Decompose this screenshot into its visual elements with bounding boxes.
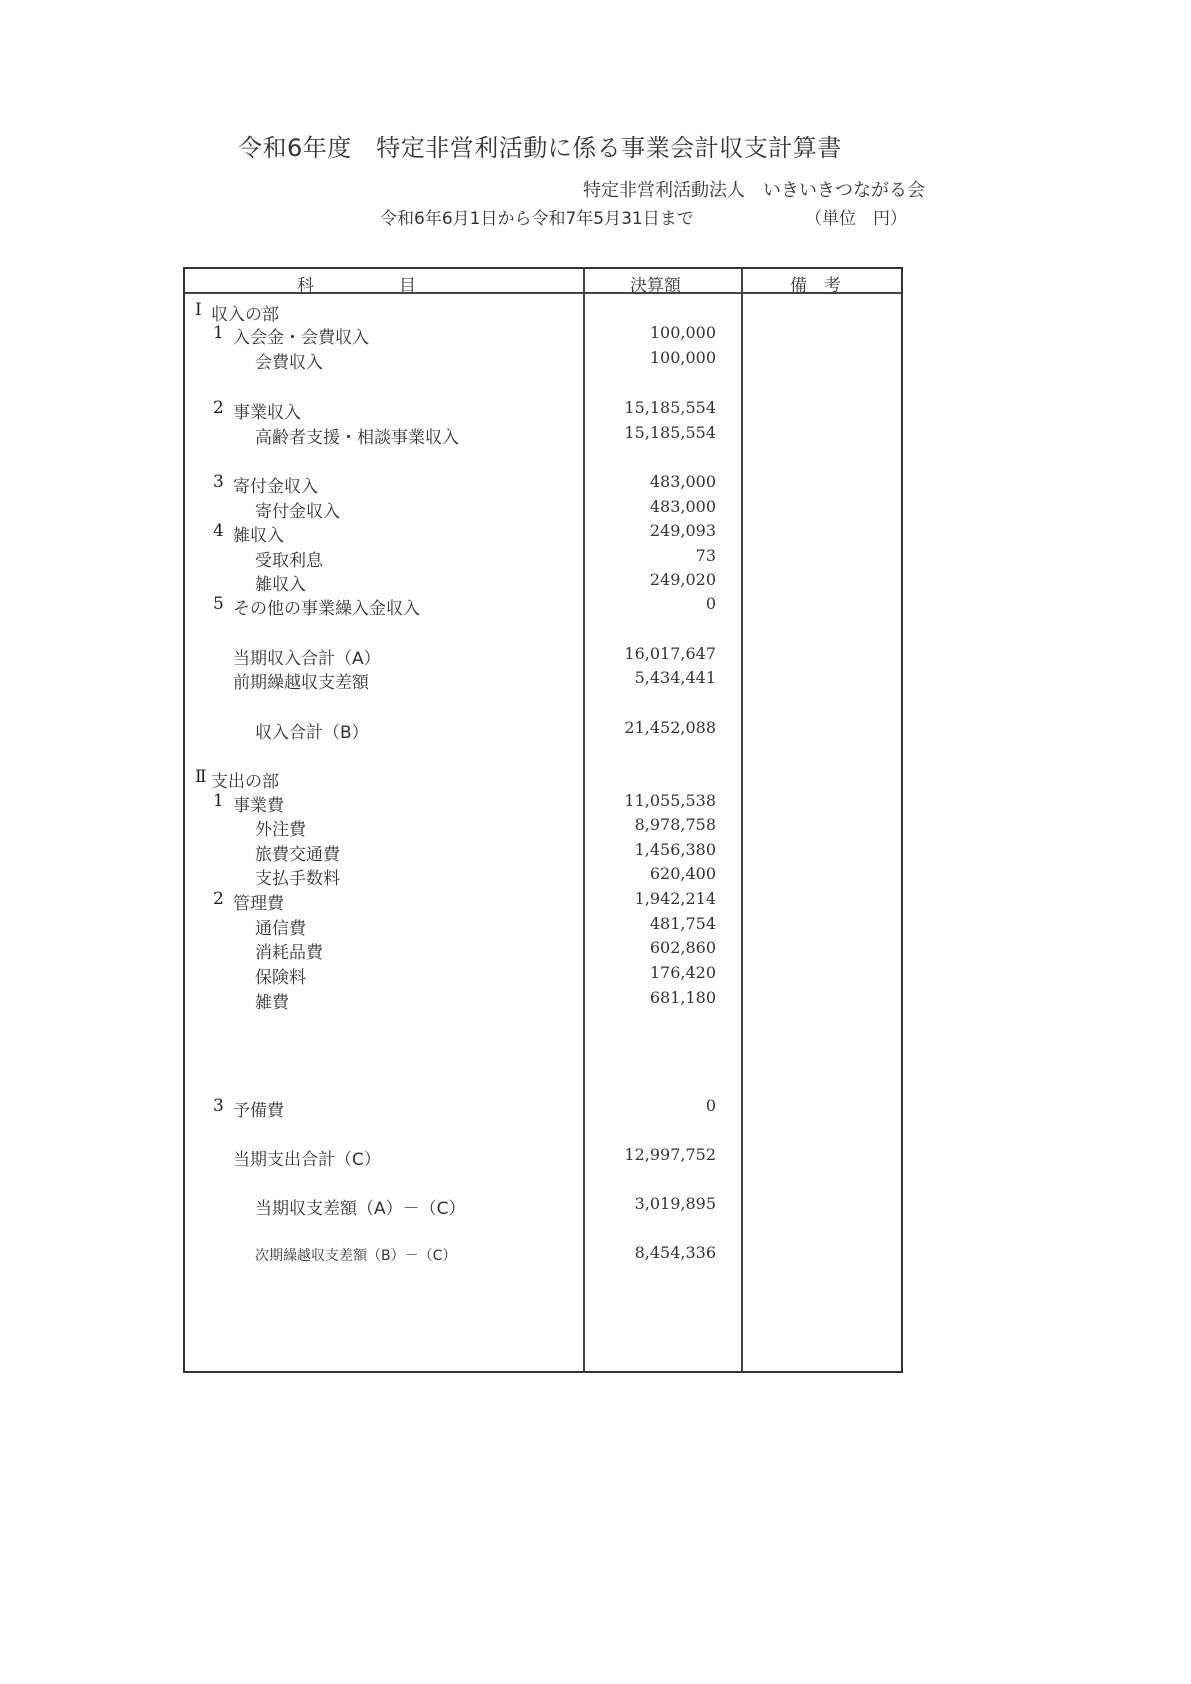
table-row: [185, 665, 741, 693]
row-label: 前期繰越収支差額: [233, 673, 369, 693]
row-number: 2: [213, 398, 224, 418]
row-label: 当期収支差額（A）－（C）: [255, 1199, 466, 1219]
fiscal-period: 令和6年6月1日から令和7年5月31日まで: [380, 209, 694, 229]
row-amount: 249,093: [649, 521, 716, 540]
table-row: [185, 788, 741, 816]
row-amount: 15,185,554: [624, 398, 716, 417]
row-label: 管理費: [233, 894, 284, 914]
row-number: 3: [213, 472, 224, 492]
table-row: [185, 935, 741, 963]
row-amount: 11,055,538: [624, 791, 716, 810]
row-label: 支出の部: [211, 772, 279, 792]
row-amount: 176,420: [649, 963, 716, 982]
row-label: 通信費: [255, 919, 306, 939]
row-label: 入会金・会費収入: [233, 328, 369, 348]
row-number: 3: [213, 1096, 224, 1116]
table-row: [185, 861, 741, 889]
table-row: [185, 395, 741, 423]
table-row: [185, 641, 741, 669]
row-label: 当期支出合計（C）: [233, 1150, 381, 1170]
row-label: その他の事業繰入金収入: [233, 599, 420, 619]
table-row: [185, 837, 741, 865]
income-expenditure-table: [183, 267, 903, 1373]
row-amount: 15,185,554: [624, 423, 716, 442]
row-amount: 100,000: [649, 323, 716, 342]
table-row: [185, 1142, 741, 1170]
row-amount: 483,000: [649, 472, 716, 491]
document-title: 令和6年度 特定非営利活動に係る事業会計収支計算書: [238, 134, 842, 162]
row-amount: 100,000: [649, 348, 716, 367]
row-amount: 73: [695, 546, 716, 565]
row-label: 支払手数料: [255, 869, 340, 889]
row-number: 4: [213, 521, 224, 541]
table-row: [185, 345, 741, 373]
row-amount: 1,456,380: [634, 840, 716, 859]
row-label: 高齢者支援・相談事業収入: [255, 428, 459, 448]
row-label: 寄付金収入: [233, 477, 318, 497]
table-row: [185, 320, 741, 348]
row-label: 消耗品費: [255, 943, 323, 963]
row-amount: 3,019,895: [634, 1194, 716, 1213]
row-label: 事業費: [233, 796, 284, 816]
row-amount: 1,942,214: [634, 889, 716, 908]
table-row: [185, 469, 741, 497]
row-label: 旅費交通費: [255, 845, 340, 865]
row-amount: 681,180: [649, 988, 716, 1007]
organization-name: 特定非営利活動法人 いきいきつながる会: [583, 180, 925, 201]
row-amount: 8,978,758: [634, 815, 716, 834]
table-row: [185, 567, 741, 595]
table-row: [185, 1240, 741, 1265]
table-row: [185, 764, 741, 792]
row-number: 5: [213, 594, 224, 614]
row-label: 雑収入: [255, 575, 306, 595]
row-label: 次期繰越収支差額（B）－（C）: [255, 1248, 457, 1264]
table-row: [185, 985, 741, 1013]
row-number: 1: [213, 791, 224, 811]
row-label: 収入合計（B）: [255, 723, 369, 743]
table-row: [185, 494, 741, 522]
row-amount: 5,434,441: [634, 668, 716, 687]
column-divider: [741, 269, 743, 1371]
row-amount: 620,400: [649, 864, 716, 883]
column-header-amount: 決算額: [630, 276, 681, 296]
table-row: [185, 420, 741, 448]
row-label: 当期収入合計（A）: [233, 649, 381, 669]
row-label: 雑費: [255, 993, 289, 1013]
row-label: 寄付金収入: [255, 502, 340, 522]
table-row: [185, 297, 741, 325]
row-label: 会費収入: [255, 353, 323, 373]
row-amount: 602,860: [649, 938, 716, 957]
table-row: [185, 591, 741, 619]
row-amount: 483,000: [649, 497, 716, 516]
row-amount: 481,754: [649, 914, 716, 933]
table-row: [185, 1093, 741, 1121]
table-row: [185, 518, 741, 546]
row-label: 収入の部: [211, 305, 279, 325]
table-row: [185, 1191, 741, 1219]
column-header-remarks: 備 考: [790, 276, 841, 296]
table-row: [185, 886, 741, 914]
column-header-item: 科 目: [297, 276, 416, 296]
row-number: 2: [213, 889, 224, 909]
row-number: Ⅱ: [195, 767, 207, 787]
row-amount: 8,454,336: [634, 1243, 716, 1262]
row-label: 事業収入: [233, 403, 301, 423]
table-row: [185, 812, 741, 840]
row-amount: 16,017,647: [624, 644, 716, 663]
row-label: 受取利息: [255, 551, 323, 571]
table-row: [185, 960, 741, 988]
row-label: 雑収入: [233, 526, 284, 546]
row-label: 保険料: [255, 968, 306, 988]
row-amount: 0: [705, 594, 716, 613]
row-amount: 249,020: [649, 570, 716, 589]
row-amount: 0: [705, 1096, 716, 1115]
currency-unit: （単位 円）: [805, 209, 907, 229]
row-number: 1: [213, 323, 224, 343]
row-number: Ⅰ: [195, 300, 202, 320]
row-label: 外注費: [255, 820, 306, 840]
table-row: [185, 543, 741, 571]
table-row: [185, 911, 741, 939]
row-amount: 12,997,752: [624, 1145, 716, 1164]
table-row: [185, 715, 741, 743]
row-label: 予備費: [233, 1101, 284, 1121]
row-amount: 21,452,088: [624, 718, 716, 737]
